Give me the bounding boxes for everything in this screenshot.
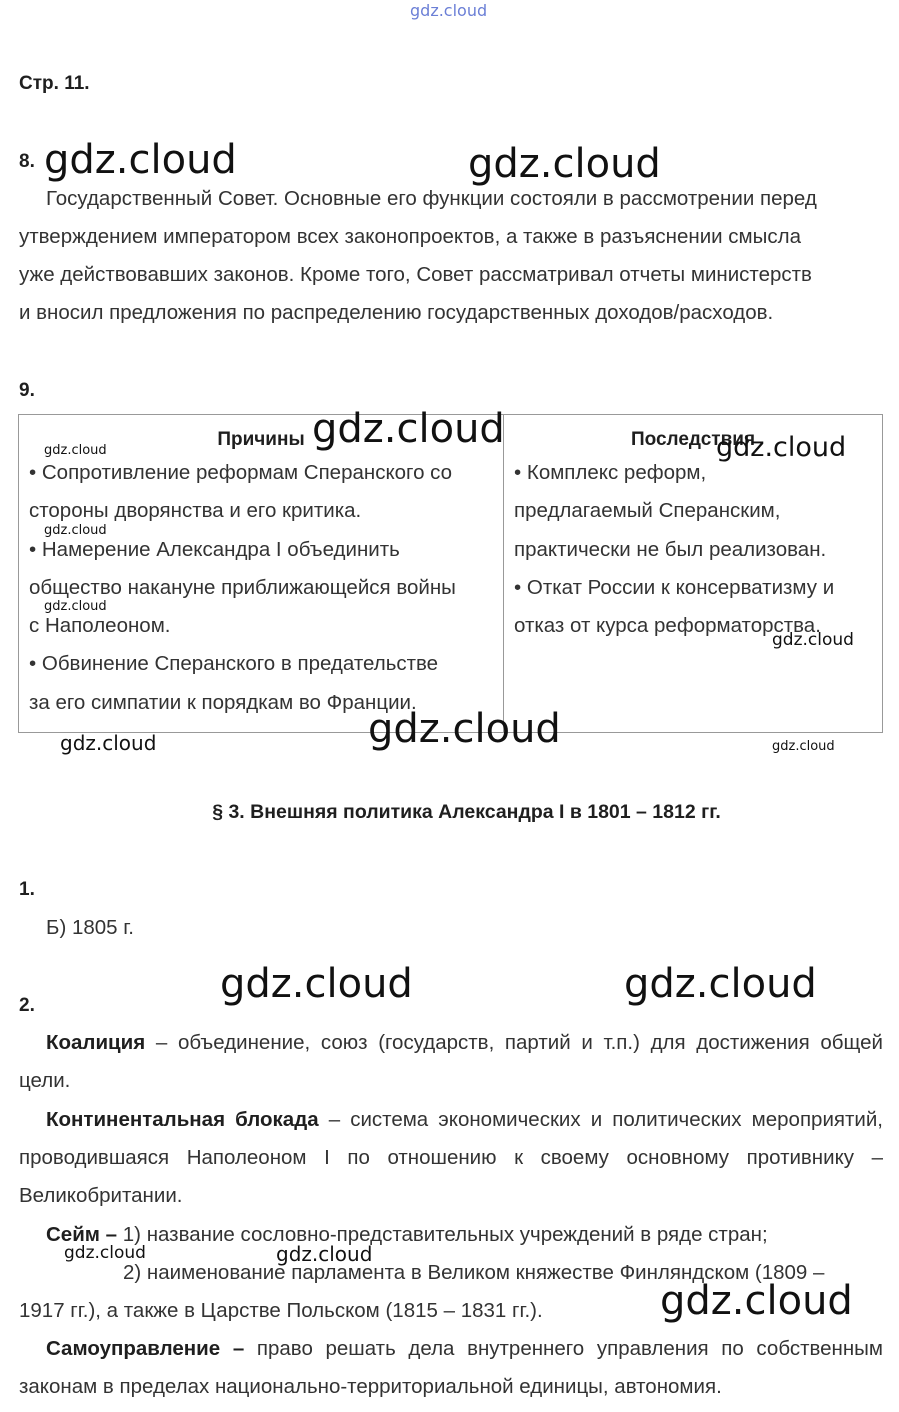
consequence-line: предлагаемый Сперанским, bbox=[514, 499, 781, 523]
term-line: 1917 гг.), а также в Царстве Польском (1815 – 1831 гг.). bbox=[19, 1299, 543, 1322]
table-header-consequences: Последствия bbox=[504, 415, 883, 454]
question-2-number: 2. bbox=[19, 995, 35, 1016]
question-8-answer bbox=[19, 180, 883, 332]
term-title: Самоуправление – bbox=[46, 1337, 257, 1360]
watermark: gdz.cloud bbox=[44, 443, 107, 458]
watermark: gdz.cloud bbox=[64, 1243, 146, 1263]
question-9-number: 9. bbox=[19, 380, 35, 401]
cause-line: • Обвинение Сперанского в предательстве bbox=[29, 652, 439, 676]
term-definition: – система экономических и политических мероприятий, проводившаяся Наполеоном I по отношению к своему основному противнику – Великобритании. bbox=[19, 1108, 883, 1207]
watermark: gdz.cloud bbox=[60, 731, 157, 755]
section-title: § 3. Внешняя политика Александра I в 1801 – 1812 гг. bbox=[212, 801, 721, 823]
term-title: Континентальная блокада bbox=[46, 1108, 319, 1131]
cause-line: • Сопротивление реформам Сперанского со bbox=[29, 461, 453, 484]
watermark: gdz.cloud bbox=[716, 432, 847, 463]
answer-line: утверждением императором всех законопроектов, а также в разъяснении смысла bbox=[19, 225, 802, 248]
cause-line: стороны дворянства и его критика. bbox=[29, 499, 362, 523]
consequence-line: отказ от курса реформаторства. bbox=[514, 614, 821, 638]
term-self-government bbox=[19, 1330, 883, 1406]
watermark: gdz.cloud bbox=[312, 406, 505, 452]
watermark: gdz.cloud bbox=[368, 706, 561, 752]
cause-line: за его симпатии к порядкам во Франции. bbox=[29, 690, 417, 714]
watermark-top: gdz.cloud bbox=[410, 1, 488, 20]
cause-line: с Наполеоном. bbox=[29, 614, 171, 638]
consequence-line: • Откат России к консерватизму и bbox=[514, 575, 835, 599]
table-header-causes: Причины bbox=[19, 415, 504, 454]
consequence-line: практически не был реализован. bbox=[514, 537, 827, 561]
watermark: gdz.cloud bbox=[624, 961, 817, 1007]
cause-line: • Намерение Александра I объединить bbox=[29, 537, 400, 561]
answer-line: уже действовавших законов. Кроме того, Совет рассматривал отчеты министерств bbox=[19, 263, 812, 286]
question-1-number: 1. bbox=[19, 879, 35, 900]
causes-cell bbox=[19, 453, 504, 733]
term-title: Коалиция bbox=[46, 1031, 146, 1054]
question-8-number: 8. bbox=[19, 151, 35, 172]
term-line bbox=[19, 1216, 883, 1254]
term-title: Сейм – bbox=[46, 1223, 123, 1246]
term-continental-blockade bbox=[19, 1101, 883, 1215]
watermark: gdz.cloud bbox=[276, 1242, 373, 1266]
term-definition: 1) название сословно-представительных учреждений в ряде стран; bbox=[122, 1223, 768, 1246]
watermark: gdz.cloud bbox=[772, 630, 854, 650]
watermark: gdz.cloud bbox=[468, 141, 661, 187]
consequences-cell bbox=[504, 453, 883, 733]
cause-line: общество накануне приближающейся войны bbox=[29, 575, 456, 599]
term-definition: право решать дела внутреннего управления по собственным законам в пределах национально-территориальной единицы, автономия. bbox=[19, 1337, 883, 1398]
answer-line: Государственный Совет. Основные его функции состояли в рассмотрении перед bbox=[46, 187, 817, 210]
term-line: 2) наименование парламента в Великом княжестве Финляндском (1809 – bbox=[123, 1261, 825, 1284]
watermark: gdz.cloud bbox=[220, 961, 413, 1007]
term-definition: – объединение, союз (государств, партий и т.п.) для достижения общей цели. bbox=[19, 1031, 883, 1092]
question-1-answer: Б) 1805 г. bbox=[46, 916, 134, 939]
term-coalition bbox=[19, 1024, 883, 1100]
answer-line: и вносил предложения по распределению государственных доходов/расходов. bbox=[19, 301, 774, 324]
watermark: gdz.cloud bbox=[44, 599, 107, 614]
watermark: gdz.cloud bbox=[44, 523, 107, 538]
watermark: gdz.cloud bbox=[660, 1278, 853, 1324]
watermark: gdz.cloud bbox=[772, 739, 835, 754]
page-label: Стр. 11. bbox=[19, 73, 90, 94]
watermark: gdz.cloud bbox=[44, 137, 237, 183]
consequence-line: • Комплекс реформ, bbox=[514, 461, 707, 484]
